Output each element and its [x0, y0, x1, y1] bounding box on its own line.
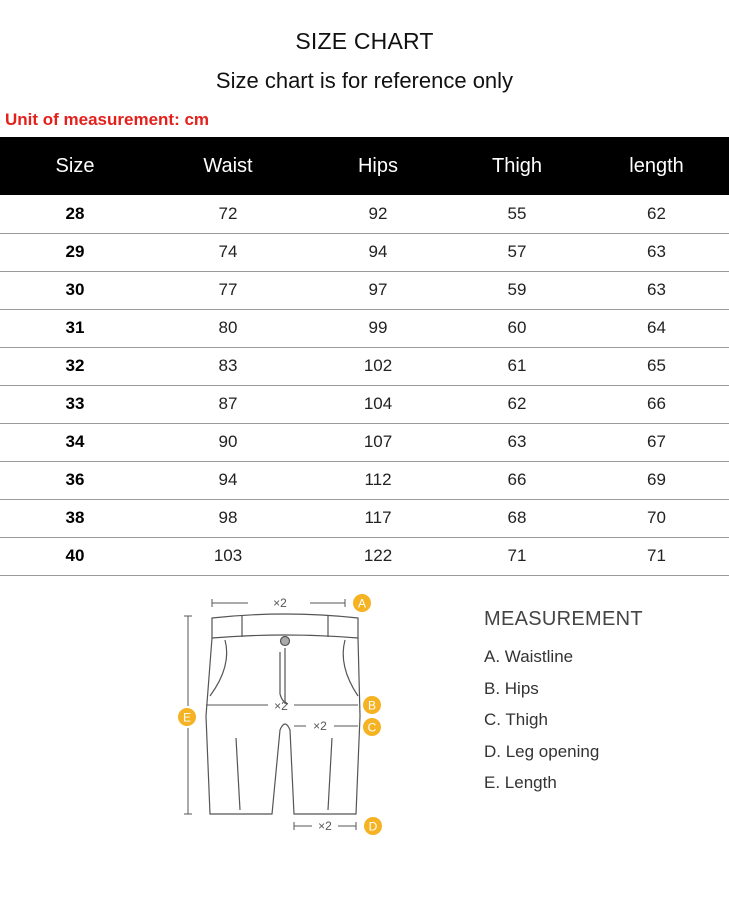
cell-length: 66 [647, 394, 666, 413]
cell-length: 70 [647, 508, 666, 527]
cell-hips: 107 [363, 432, 393, 451]
table-row [0, 271, 729, 309]
cell-thigh: 55 [507, 203, 527, 223]
cell-hips: 117 [364, 508, 392, 527]
cell-waist: 77 [218, 280, 238, 299]
waistband-shape [212, 614, 358, 638]
waist-multiplier: ×2 [273, 596, 287, 610]
column-header-thigh: Thigh [491, 154, 543, 177]
cell-length: 62 [647, 203, 666, 223]
cell-size: 33 [65, 394, 85, 413]
cell-size: 32 [65, 356, 85, 375]
size-table-header [0, 137, 729, 195]
cell-size: 29 [65, 242, 85, 261]
cell-thigh: 71 [507, 546, 527, 565]
cell-hips: 122 [363, 546, 393, 565]
cell-waist: 98 [218, 508, 238, 527]
cell-hips: 97 [368, 280, 388, 299]
shorts-measurement-diagram [170, 586, 400, 846]
thigh-multiplier: ×2 [313, 719, 327, 733]
table-row [0, 347, 729, 385]
table-row [0, 499, 729, 537]
cell-thigh: 68 [507, 508, 527, 527]
table-row [0, 423, 729, 461]
cell-size: 40 [65, 546, 85, 565]
marker-d-label: D [368, 819, 378, 834]
cell-thigh: 62 [507, 394, 527, 413]
cell-waist: 74 [218, 242, 238, 261]
button-shape [281, 637, 290, 646]
column-header-waist: Waist [203, 154, 253, 177]
cell-thigh: 57 [507, 242, 527, 261]
column-header-hips: Hips [357, 154, 398, 177]
marker-e-label: E [182, 710, 192, 725]
page-title: SIZE CHART [295, 28, 434, 54]
table-row [0, 385, 729, 423]
cell-waist: 90 [218, 432, 238, 451]
cell-size: 30 [65, 280, 85, 299]
legend-title: MEASUREMENT [484, 608, 643, 630]
cell-hips: 92 [368, 203, 388, 223]
cell-size: 31 [65, 318, 85, 337]
legend-item-waistline: A. Waistline [484, 647, 574, 666]
cell-length: 63 [647, 280, 666, 299]
column-header-size: Size [55, 154, 95, 177]
cell-hips: 102 [363, 356, 393, 375]
cell-waist: 94 [218, 470, 238, 489]
legend-item-thigh: C. Thigh [484, 710, 548, 729]
page-subtitle: Size chart is for reference only [215, 68, 514, 93]
table-row [0, 233, 729, 271]
cell-length: 69 [647, 470, 666, 489]
cell-hips: 94 [368, 242, 388, 261]
header-row [0, 137, 729, 195]
size-table [0, 137, 729, 576]
cell-hips: 104 [363, 394, 393, 413]
cell-thigh: 61 [507, 356, 527, 375]
table-row [0, 537, 729, 575]
cell-waist: 72 [218, 203, 238, 223]
cell-thigh: 59 [507, 280, 527, 299]
cell-length: 63 [647, 242, 666, 261]
cell-thigh: 63 [507, 432, 527, 451]
cell-size: 38 [65, 508, 85, 527]
marker-b-label: B [367, 698, 377, 713]
cell-length: 71 [647, 546, 666, 565]
cell-waist: 87 [218, 394, 238, 413]
table-row [0, 309, 729, 347]
unit-label: Unit of measurement: cm [5, 110, 210, 129]
cell-thigh: 66 [507, 470, 527, 489]
cell-hips: 112 [364, 470, 392, 489]
cell-length: 65 [647, 356, 666, 375]
size-table-body [0, 195, 729, 575]
cell-length: 64 [647, 318, 666, 337]
leg-multiplier: ×2 [318, 819, 332, 833]
cell-hips: 99 [368, 318, 388, 337]
cell-waist: 103 [213, 546, 243, 565]
hips-multiplier: ×2 [274, 699, 288, 713]
cell-size: 36 [65, 470, 85, 489]
cell-waist: 83 [218, 356, 238, 375]
cell-size: 34 [65, 432, 85, 451]
cell-waist: 80 [218, 318, 238, 337]
table-row [0, 461, 729, 499]
legend-item-leg-opening: D. Leg opening [484, 741, 600, 761]
cell-length: 67 [647, 432, 666, 451]
cell-thigh: 60 [507, 318, 527, 337]
measurement-legend [484, 608, 724, 805]
column-header-length: length [629, 154, 684, 177]
marker-a-label: A [357, 596, 367, 611]
marker-c-label: C [367, 720, 377, 735]
cell-size: 28 [65, 203, 85, 223]
table-row [0, 195, 729, 233]
legend-item-hips: B. Hips [484, 678, 539, 698]
legend-item-length: E. Length [484, 773, 557, 792]
